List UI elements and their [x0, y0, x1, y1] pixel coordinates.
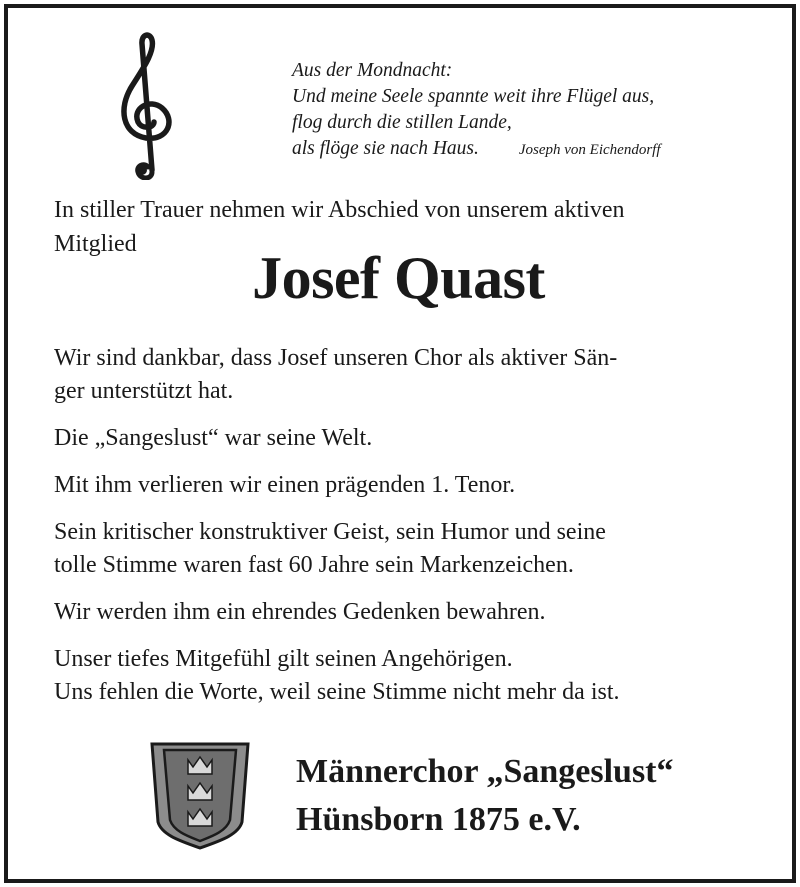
intro-line: Mitglied [54, 231, 137, 257]
paragraph-line: ger unterstützt hat. [54, 378, 234, 404]
paragraph: Die „Sangeslust“ war seine Welt. [54, 425, 373, 451]
deceased-name: Josef Quast [252, 245, 545, 311]
paragraph-line: Sein kritischer konstruktiver Geist, sein Humor und seine [54, 519, 606, 545]
poem-author: Joseph von Eichendorff [518, 142, 661, 158]
choir-name: Männerchor „Sangeslust“ [296, 753, 674, 790]
poem-quote [292, 58, 661, 163]
poem-line: als flöge sie nach Haus. [292, 138, 479, 159]
intro-line: In stiller Trauer nehmen wir Abschied von unserem aktiven [54, 197, 625, 223]
paragraph: Uns fehlen die Worte, weil seine Stimme nicht mehr da ist. [54, 679, 620, 705]
poem-line: flog durch die stillen Lande, [292, 112, 512, 133]
paragraph: Unser tiefes Mitgefühl gilt seinen Angehörigen. [54, 646, 513, 672]
paragraph-line: Wir sind dankbar, dass Josef unseren Chor als aktiver Sän- [54, 345, 618, 371]
paragraph: Mit ihm verlieren wir einen prägenden 1. Tenor. [54, 472, 516, 498]
choir-signature [296, 748, 674, 844]
choir-location: Hünsborn 1875 e.V. [296, 801, 581, 838]
notice-body [54, 342, 754, 709]
poem-line: Und meine Seele spannte weit ihre Flügel aus, [292, 86, 655, 107]
poem-title: Aus der Mondnacht: [292, 60, 453, 81]
poem-line-with-author [292, 136, 661, 163]
paragraph: Wir werden ihm ein ehrendes Gedenken bewahren. [54, 599, 546, 625]
three-crowns-crest-icon [150, 740, 250, 850]
paragraph-line: tolle Stimme waren fast 60 Jahre sein Markenzeichen. [54, 552, 574, 578]
treble-clef-icon [112, 30, 182, 180]
